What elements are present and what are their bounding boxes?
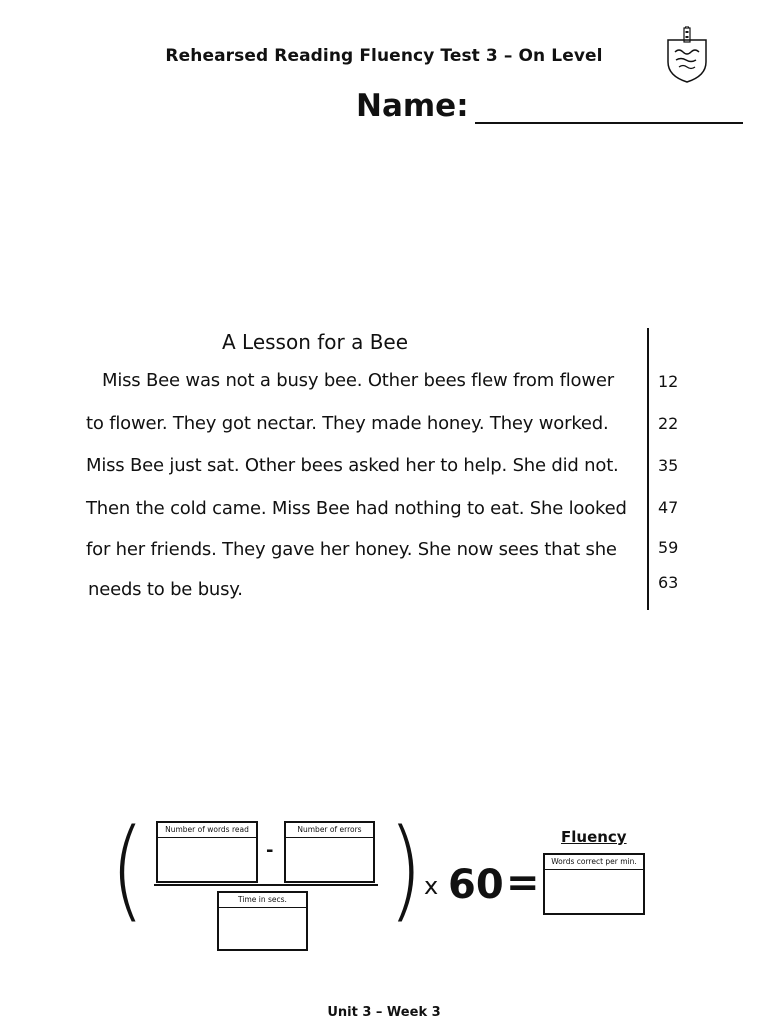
open-parenthesis: ( <box>110 805 145 933</box>
time-box[interactable] <box>217 891 308 951</box>
words-correct-per-min-box[interactable] <box>543 853 645 915</box>
words-read-box[interactable] <box>156 821 258 883</box>
word-count-2: 22 <box>658 414 679 433</box>
words-read-label: Number of words read <box>158 823 256 838</box>
word-count-1: 12 <box>658 372 679 391</box>
story-line-5: for her friends. They gave her honey. She now sees that she <box>86 539 617 560</box>
minus-sign: - <box>266 840 274 861</box>
word-count-3: 35 <box>658 456 679 475</box>
story-line-4: Then the cold came. Miss Bee had nothing to eat. She looked <box>86 498 627 519</box>
story-line-1: Miss Bee was not a busy bee. Other bees flew from flower <box>102 370 614 391</box>
fluency-heading: Fluency <box>561 828 627 846</box>
story-line-6: needs to be busy. <box>88 579 243 600</box>
close-parenthesis: ) <box>388 805 423 933</box>
multiply-sign: x <box>424 872 439 900</box>
word-count-6: 63 <box>658 573 679 592</box>
story-line-3: Miss Bee just sat. Other bees asked her to help. She did not. <box>86 455 619 476</box>
equals-sign: = <box>506 860 540 906</box>
unit-week-footer: Unit 3 – Week 3 <box>327 1005 441 1020</box>
time-label: Time in secs. <box>219 893 306 908</box>
word-count-5: 59 <box>658 538 679 557</box>
test-title: Rehearsed Reading Fluency Test 3 – On Level <box>165 46 603 66</box>
story-line-2: to flower. They got nectar. They made honey. They worked. <box>86 413 609 434</box>
name-field[interactable] <box>356 86 743 124</box>
words-correct-per-min-label: Words correct per min. <box>545 855 643 870</box>
name-label: Name: <box>356 88 469 124</box>
word-count-4: 47 <box>658 498 679 517</box>
fraction-bar <box>154 884 378 886</box>
fluency-formula <box>0 800 768 970</box>
errors-label: Number of errors <box>286 823 373 838</box>
sixty-multiplier: 60 <box>448 862 504 908</box>
errors-box[interactable] <box>284 821 375 883</box>
story-title: A Lesson for a Bee <box>222 330 409 354</box>
name-blank-line[interactable] <box>475 86 743 124</box>
school-crest-logo <box>664 26 710 84</box>
word-count-divider <box>647 328 649 610</box>
